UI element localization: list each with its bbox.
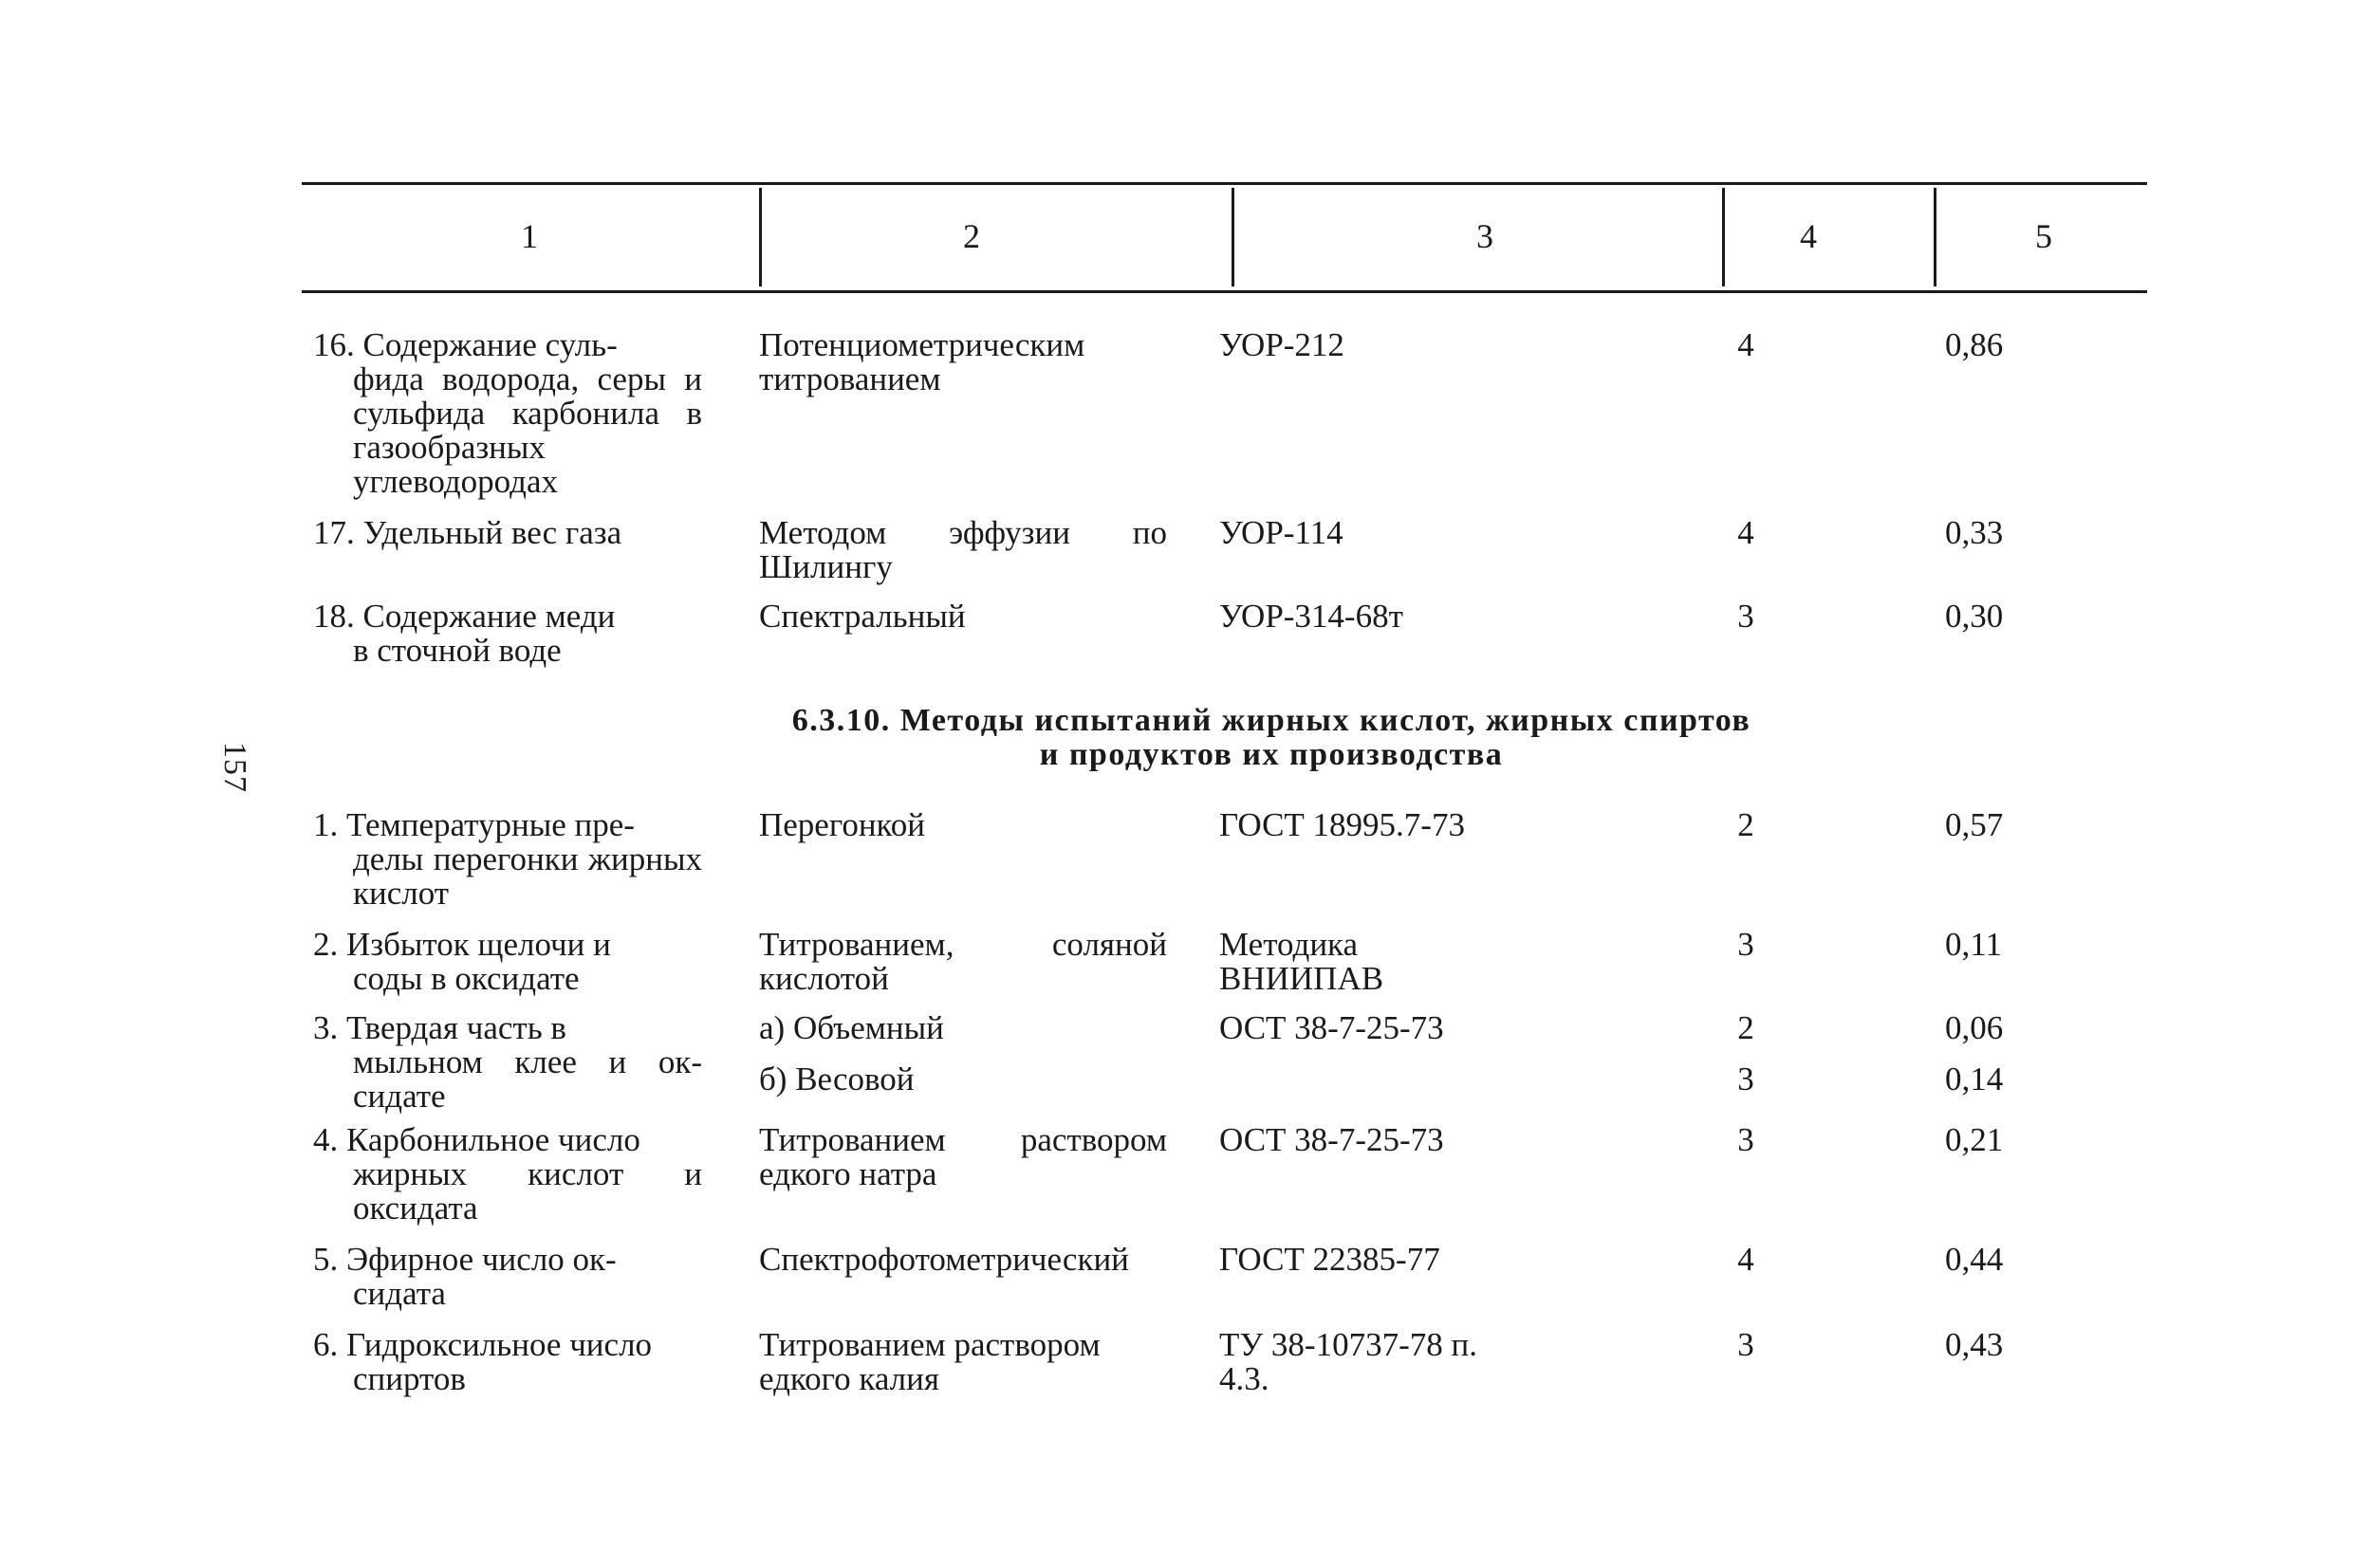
column-divider bbox=[759, 188, 762, 286]
row-value: 0,57 bbox=[1945, 806, 2004, 843]
row-method: Методом эффузии по Шилингу bbox=[759, 514, 1167, 585]
row-value: 0,33 bbox=[1945, 514, 2004, 551]
row-name bbox=[313, 928, 702, 996]
row-name-rest: спиртов bbox=[353, 1360, 466, 1397]
row-value: 0,44 bbox=[1945, 1241, 2004, 1278]
row-number: 5. bbox=[313, 1241, 339, 1278]
row-name bbox=[313, 516, 702, 550]
row-document: ГОСТ 18995.7-73 bbox=[1219, 806, 1465, 843]
row-number: 2. bbox=[313, 926, 339, 963]
row-value: 0,11 bbox=[1945, 926, 2002, 963]
row-method: Титрованием, соляной кислотой bbox=[759, 926, 1167, 997]
row-name bbox=[313, 1243, 702, 1311]
row-number: 1. bbox=[313, 806, 339, 843]
row-value: 0,86 bbox=[1945, 326, 2004, 363]
row-document: УОР-314-68т bbox=[1219, 598, 1403, 635]
column-header: 2 bbox=[963, 217, 980, 255]
row-name-rest: жирных кислот и оксидата bbox=[353, 1155, 702, 1227]
row-name-rest: в сточной воде bbox=[353, 632, 562, 669]
table-header-rule bbox=[302, 290, 2147, 293]
column-header: 1 bbox=[521, 217, 538, 255]
row-method: б) Весовой bbox=[759, 1061, 915, 1098]
row-name-first: Содержание суль- bbox=[362, 326, 618, 363]
column-header: 4 bbox=[1800, 217, 1817, 255]
row-value: 0,06 bbox=[1945, 1009, 2004, 1046]
row-name-rest: сидата bbox=[353, 1275, 446, 1312]
column-header: 3 bbox=[1476, 217, 1493, 255]
row-name-rest: соды в оксидате bbox=[353, 960, 580, 997]
row-category: 3 bbox=[1737, 1061, 1754, 1098]
row-name bbox=[313, 1328, 702, 1396]
column-divider bbox=[1232, 188, 1234, 286]
row-name-rest: фида водорода, серы и сульфида карбонила в газообразных углеводородах bbox=[353, 360, 702, 500]
row-name-first: Гидроксильное число bbox=[346, 1326, 653, 1363]
row-value: 0,14 bbox=[1945, 1061, 2004, 1098]
row-name-first: Температурные пре- bbox=[346, 806, 635, 843]
row-name bbox=[313, 808, 702, 911]
row-number: 17. bbox=[313, 514, 355, 551]
row-name bbox=[313, 1123, 702, 1226]
row-category: 3 bbox=[1737, 926, 1754, 963]
row-name-first: Избыток щелочи и bbox=[346, 926, 611, 963]
row-name-first: Эфирное число ок- bbox=[346, 1241, 617, 1278]
row-category: 3 bbox=[1737, 1326, 1754, 1363]
column-divider bbox=[1934, 188, 1936, 286]
column-header: 5 bbox=[2035, 217, 2052, 255]
row-method: а) Объемный bbox=[759, 1009, 944, 1046]
row-value: 0,30 bbox=[1945, 598, 2004, 635]
row-number: 3. bbox=[313, 1009, 339, 1046]
row-number: 6. bbox=[313, 1326, 339, 1363]
row-method: Титрованием раствором едкого натра bbox=[759, 1121, 1167, 1192]
row-name-first: Твердая часть в bbox=[346, 1009, 566, 1046]
row-category: 4 bbox=[1737, 326, 1754, 363]
row-number: 18. bbox=[313, 598, 355, 635]
row-name bbox=[313, 1011, 702, 1114]
row-document: ОСТ 38-7-25-73 bbox=[1219, 1009, 1444, 1046]
row-document: УОР-212 bbox=[1219, 326, 1344, 363]
row-category: 2 bbox=[1737, 806, 1754, 843]
row-category: 3 bbox=[1737, 598, 1754, 635]
row-document: ГОСТ 22385-77 bbox=[1219, 1241, 1440, 1278]
row-name-rest: делы перегонки жирных кислот bbox=[353, 840, 702, 912]
row-value: 0,21 bbox=[1945, 1121, 2004, 1158]
row-document: Методика ВНИИПАВ bbox=[1219, 926, 1384, 997]
row-name-rest: мыльном клее и оксидате bbox=[353, 1043, 702, 1115]
column-divider bbox=[1722, 188, 1725, 286]
row-document: ОСТ 38-7-25-73 bbox=[1219, 1121, 1444, 1158]
row-method: Потенциометрическим титрованием bbox=[759, 326, 1085, 397]
row-category: 3 bbox=[1737, 1121, 1754, 1158]
row-number: 4. bbox=[313, 1121, 339, 1158]
row-name bbox=[313, 328, 702, 499]
row-method: Титрованием раствором едкого калия bbox=[759, 1326, 1101, 1397]
row-method: Спектральный bbox=[759, 598, 966, 635]
row-number: 16. bbox=[313, 326, 355, 363]
section-heading-line: 6.3.10. Методы испытаний жирных кислот, жирных спиртов bbox=[791, 703, 1751, 738]
row-value: 0,43 bbox=[1945, 1326, 2004, 1363]
row-method: Перегонкой bbox=[759, 806, 926, 843]
row-method: Спектрофотометрический bbox=[759, 1241, 1129, 1278]
row-document: ТУ 38-10737-78 п. 4.3. bbox=[1219, 1326, 1477, 1397]
row-name-first: Карбонильное число bbox=[346, 1121, 640, 1158]
page-number: 157 bbox=[217, 742, 252, 793]
section-heading bbox=[721, 704, 1822, 772]
row-name-first: Содержание меди bbox=[362, 598, 616, 635]
row-name-first: Удельный вес газа bbox=[362, 514, 622, 551]
row-document: УОР-114 bbox=[1219, 514, 1343, 551]
row-category: 2 bbox=[1737, 1009, 1754, 1046]
table-top-rule bbox=[302, 182, 2147, 185]
row-name bbox=[313, 600, 702, 668]
section-heading-line: и продуктов их производства bbox=[1039, 737, 1504, 772]
row-category: 4 bbox=[1737, 514, 1754, 551]
row-category: 4 bbox=[1737, 1241, 1754, 1278]
